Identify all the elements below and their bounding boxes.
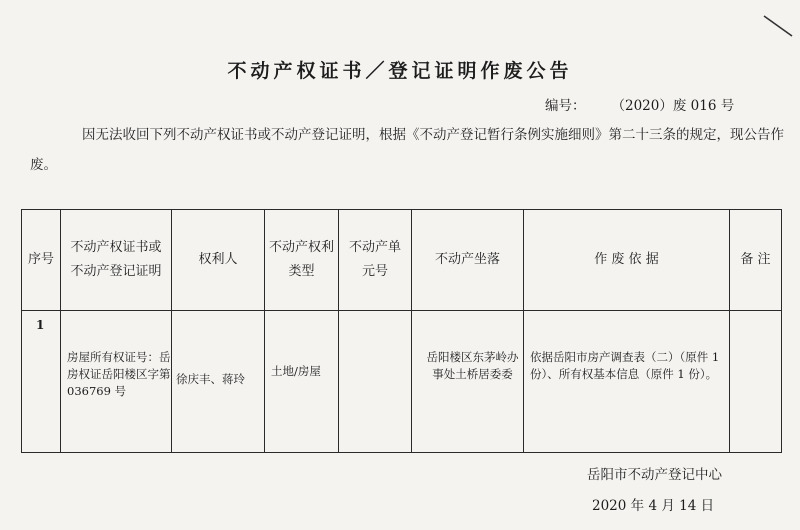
cell-location-text: 岳阳楼区东茅岭办事处土桥居委委 xyxy=(426,350,519,381)
header-seq: 序号 xyxy=(22,210,61,311)
doc-number xyxy=(545,94,734,114)
issuer-name: 岳阳市不动产登记中心 xyxy=(587,467,722,483)
table-header-row xyxy=(22,210,782,311)
header-basis: 作 废 依 据 xyxy=(524,210,730,311)
notice-paragraph: 因无法收回下列不动产权证书或不动产登记证明，根据《不动产登记暂行条例实施细则》第二十三条的规定，现公告作废。 xyxy=(30,127,784,173)
header-right-type xyxy=(265,210,339,311)
cell-right-type xyxy=(265,311,339,453)
cell-owner-text: 徐庆丰、蒋玲 xyxy=(176,372,245,386)
cell-right-type-text: 土地/房屋 xyxy=(271,364,321,378)
doc-number-label: 编号： xyxy=(545,98,586,114)
header-unit-number xyxy=(339,210,412,311)
header-certificate-text: 不动产权证书或不动产登记证明 xyxy=(70,240,162,279)
table-row xyxy=(22,311,782,453)
cell-basis xyxy=(524,311,730,453)
page-title: 不动产权证书／登记证明作废公告 xyxy=(227,60,573,82)
cell-owner xyxy=(172,311,265,453)
cell-note xyxy=(730,311,782,453)
cell-basis-text: 依据岳阳市房产调查表（二）（原件 1 份）、所有权基本信息（原件 1 份）。 xyxy=(530,350,720,381)
cell-unit-number xyxy=(339,311,412,453)
header-certificate xyxy=(61,210,172,311)
issue-date: 2020 年 4 月 14 日 xyxy=(592,498,715,514)
header-owner: 权利人 xyxy=(172,210,265,311)
header-note: 备 注 xyxy=(730,210,782,311)
header-right-type-text: 不动产权利类型 xyxy=(269,240,335,279)
doc-number-value: （2020）废 016 号 xyxy=(611,98,735,114)
pen-stroke-mark xyxy=(762,14,796,38)
cell-certificate-text: 房屋所有权证号：岳房权证岳阳楼区字第 036769 号 xyxy=(67,350,171,398)
cell-seq xyxy=(22,311,61,453)
cell-certificate xyxy=(61,311,172,453)
cell-location xyxy=(412,311,524,453)
header-unit-number-text: 不动产单元号 xyxy=(348,240,401,279)
header-location: 不动产坐落 xyxy=(412,210,524,311)
void-certificate-table xyxy=(21,209,782,453)
cell-seq-text: 1 xyxy=(36,318,45,332)
